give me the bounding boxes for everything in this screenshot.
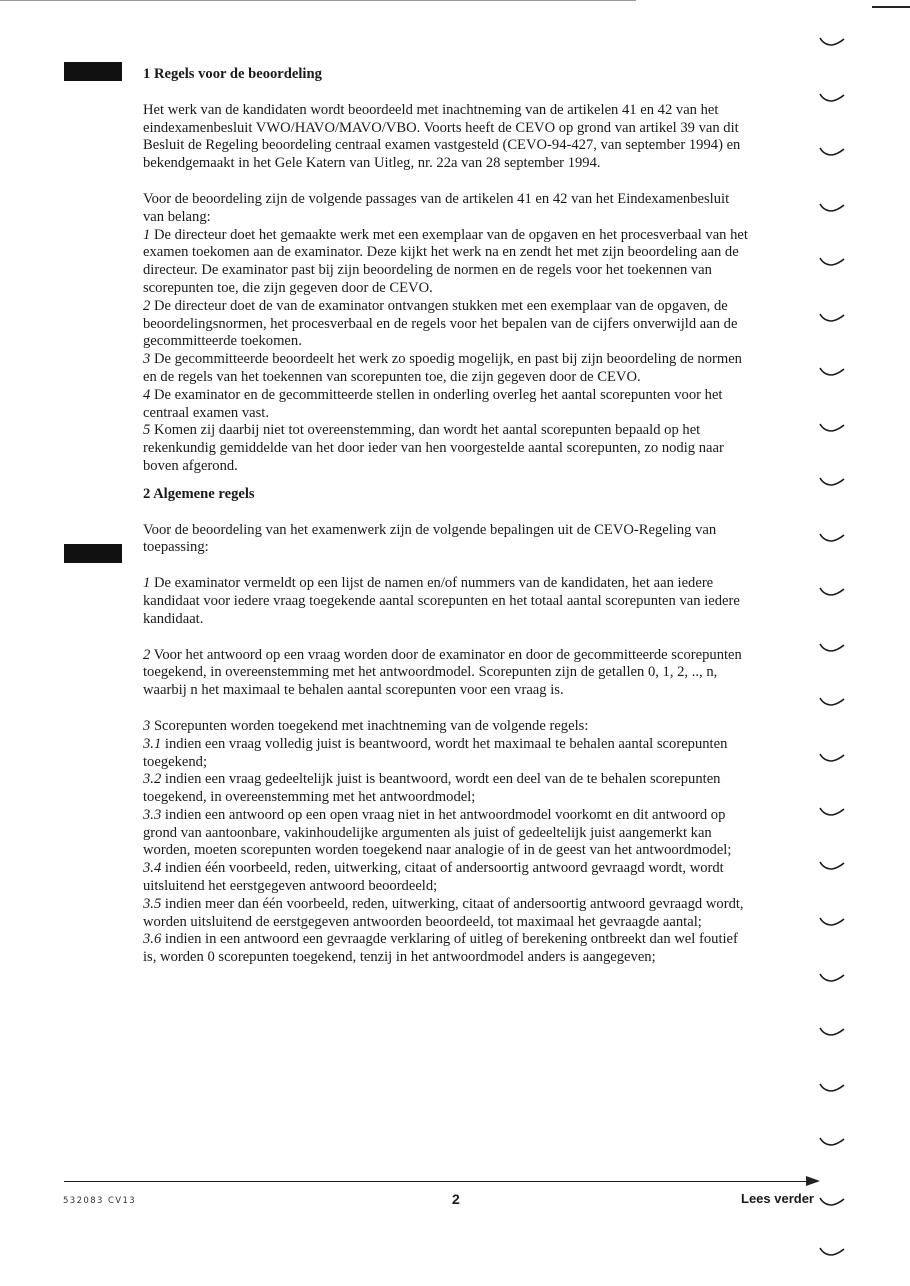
rule-1	[143, 575, 753, 628]
arrow-right-icon	[806, 1176, 820, 1186]
document-code: 532083 CV13	[63, 1196, 137, 1206]
section-marker-1	[64, 62, 122, 81]
section1-item	[143, 422, 753, 475]
item-number: 3	[143, 351, 151, 368]
section2-lead: Voor de beoordeling van het examenwerk zijn de volgende bepalingen uit de CEVO-Regeling van toepassing:	[143, 521, 717, 556]
subrule	[143, 736, 753, 772]
subrule-number: 3.2	[143, 771, 162, 788]
corner-rule	[872, 6, 910, 8]
rule-text: Scorepunten worden toegekend met inachtneming van de volgende regels:	[150, 717, 589, 734]
subrule-text: indien in een antwoord een gevraagde verklaring of uitleg of berekening ontbreekt dan wel foutief is, worden 0 scorepunten toegekend, tenzij in het antwoordmodel anders is aangegeven;	[143, 931, 738, 966]
check-tick-icon	[818, 1082, 846, 1094]
check-tick-icon	[818, 696, 846, 708]
check-tick-icon	[818, 422, 846, 434]
section1-item	[143, 351, 753, 387]
check-tick-icon	[818, 92, 846, 104]
check-tick-icon	[818, 476, 846, 488]
check-tick-icon	[818, 36, 846, 48]
footer-rule	[64, 1181, 812, 1182]
check-tick-icon	[818, 1136, 846, 1148]
subrule-text: indien een antwoord op een open vraag niet in het antwoordmodel voorkomt en dit antwoord op grond van aantoonbare, vakinhoudelijke argumenten als juist of gedeeltelijk juist aangemerkt kan worden, moeten scorepunten worden toegekend naar analogie of in de geest van het antwoordmodel;	[143, 806, 732, 859]
page-number: 2	[452, 1191, 460, 1207]
check-tick-icon	[818, 916, 846, 928]
section1-item	[143, 387, 753, 423]
section2-heading: 2 Algemene regels	[143, 485, 255, 502]
item-text: De examinator en de gecommitteerde stellen in onderling overleg het aantal scorepunten voor het centraal examen vast.	[143, 386, 723, 421]
margin-tick-column	[818, 0, 858, 1286]
continue-label: Lees verder	[741, 1191, 814, 1206]
rule-number: 1	[143, 575, 151, 592]
section1-heading: 1 Regels voor de beoordeling	[143, 66, 322, 82]
item-text: Komen zij daarbij niet tot overeenstemming, dan wordt het aantal scorepunten bepaald op het rekenkundig gemiddelde van het door ieder van hen voorgestelde aantal scorepunten, zo nodig naar boven afgerond.	[143, 422, 724, 474]
rule-number: 2	[143, 646, 151, 663]
subrule-text: indien meer dan één voorbeeld, reden, uitwerking, citaat of andersoortig antwoord gevraagd wordt, worden uitsluitend de eerstgegeven antwoorden beoordeeld, tot maximaal het gevraagde aantal;	[143, 895, 744, 930]
subrule-number: 3.6	[143, 931, 162, 948]
document-body	[143, 66, 753, 967]
subrule-text: indien een vraag gedeeltelijk juist is beantwoord, wordt een deel van de te behalen scorepunten toegekend, in overeenstemming met het antwoordmodel;	[143, 771, 721, 806]
check-tick-icon	[818, 366, 846, 378]
section1-intro: Het werk van de kandidaten wordt beoordeeld met inachtneming van de artikelen 41 en 42 van het eindexamenbesluit VWO/HAVO/MAVO/VBO. Voorts heeft de CEVO op grond van artikel 39 van dit Besluit de Regeling beoordeling centraal examen vastgesteld (CEVO-94-427, van september 1994) en bekendgemaakt in het Gele Katern van Uitleg, nr. 22a van 28 september 1994.	[143, 101, 741, 172]
rule-text: De examinator vermeldt op een lijst de namen en/of nummers van de kandidaten, het aan iedere kandidaat voor iedere vraag toegekende aantal scorepunten en het totaal aantal scorepunten van iedere kandidaat.	[143, 575, 740, 627]
section1-item	[143, 298, 753, 351]
rule-2	[143, 647, 753, 700]
rule-number: 3	[143, 717, 151, 734]
rule-text: Voor het antwoord op een vraag worden door de examinator en door de gecommitteerde scorepunten toegekend, in overeenstemming met het antwoordmodel. Scorepunten zijn de getallen 0, 1, 2, .., n, waarbij n het maximaal te behalen aantal scorepunten voor een vraag is.	[143, 646, 742, 699]
top-rule	[0, 0, 636, 1]
subrule	[143, 896, 753, 932]
check-tick-icon	[818, 642, 846, 654]
item-text: De directeur doet de van de examinator ontvangen stukken met een exemplaar van de opgaven, de beoordelingsnormen, het procesverbaal en de regels voor het bepalen van de cijfers onverwijld aan de gecommitteerde toekomen.	[143, 297, 738, 350]
check-tick-icon	[818, 806, 846, 818]
check-tick-icon	[818, 312, 846, 324]
subrule-number: 3.3	[143, 806, 162, 823]
section1-item	[143, 227, 753, 298]
check-tick-icon	[818, 1026, 846, 1038]
check-tick-icon	[818, 752, 846, 764]
item-text: De directeur doet het gemaakte werk met een exemplaar van de opgaven en het procesverbaal van het examen toekomen aan de examinator. Deze kijkt het werk na en zendt het met zijn beoordeling aan de directeur. De examinator past bij zijn beoordeling de normen en de regels voor het toekennen van scorepunten toe, die zijn gegeven door de CEVO.	[143, 226, 748, 296]
check-tick-icon	[818, 1246, 846, 1258]
check-tick-icon	[818, 202, 846, 214]
item-number: 5	[143, 422, 151, 439]
subrule-number: 3.4	[143, 860, 162, 877]
subrule	[143, 860, 753, 896]
check-tick-icon	[818, 972, 846, 984]
check-tick-icon	[818, 256, 846, 268]
rule-3	[143, 718, 753, 736]
subrule-number: 3.1	[143, 735, 162, 752]
check-tick-icon	[818, 146, 846, 158]
check-tick-icon	[818, 860, 846, 872]
subrule-text: indien een vraag volledig juist is beantwoord, wordt het maximaal te behalen aantal scorepunten toegekend;	[143, 735, 728, 770]
subrule	[143, 771, 753, 807]
item-number: 1	[143, 226, 151, 243]
item-number: 4	[143, 386, 151, 403]
section-marker-2	[64, 544, 122, 563]
subrule	[143, 807, 753, 860]
item-number: 2	[143, 297, 151, 314]
subrule-text: indien één voorbeeld, reden, uitwerking, citaat of andersoortig antwoord gevraagd wordt, wordt uitsluitend het eerstgegeven antwoord beoordeeld;	[143, 860, 724, 895]
check-tick-icon	[818, 586, 846, 598]
check-tick-icon	[818, 532, 846, 544]
item-text: De gecommitteerde beoordeelt het werk zo spoedig mogelijk, en past bij zijn beoordeling de normen en de regels van het toekennen van scorepunten toe, die zijn gegeven door de CEVO.	[143, 351, 742, 385]
subrule	[143, 931, 753, 967]
check-tick-icon	[818, 1196, 846, 1208]
section1-lead: Voor de beoordeling zijn de volgende passages van de artikelen 41 en 42 van het Eindexamenbesluit van belang:	[143, 190, 730, 225]
subrule-number: 3.5	[143, 895, 162, 912]
